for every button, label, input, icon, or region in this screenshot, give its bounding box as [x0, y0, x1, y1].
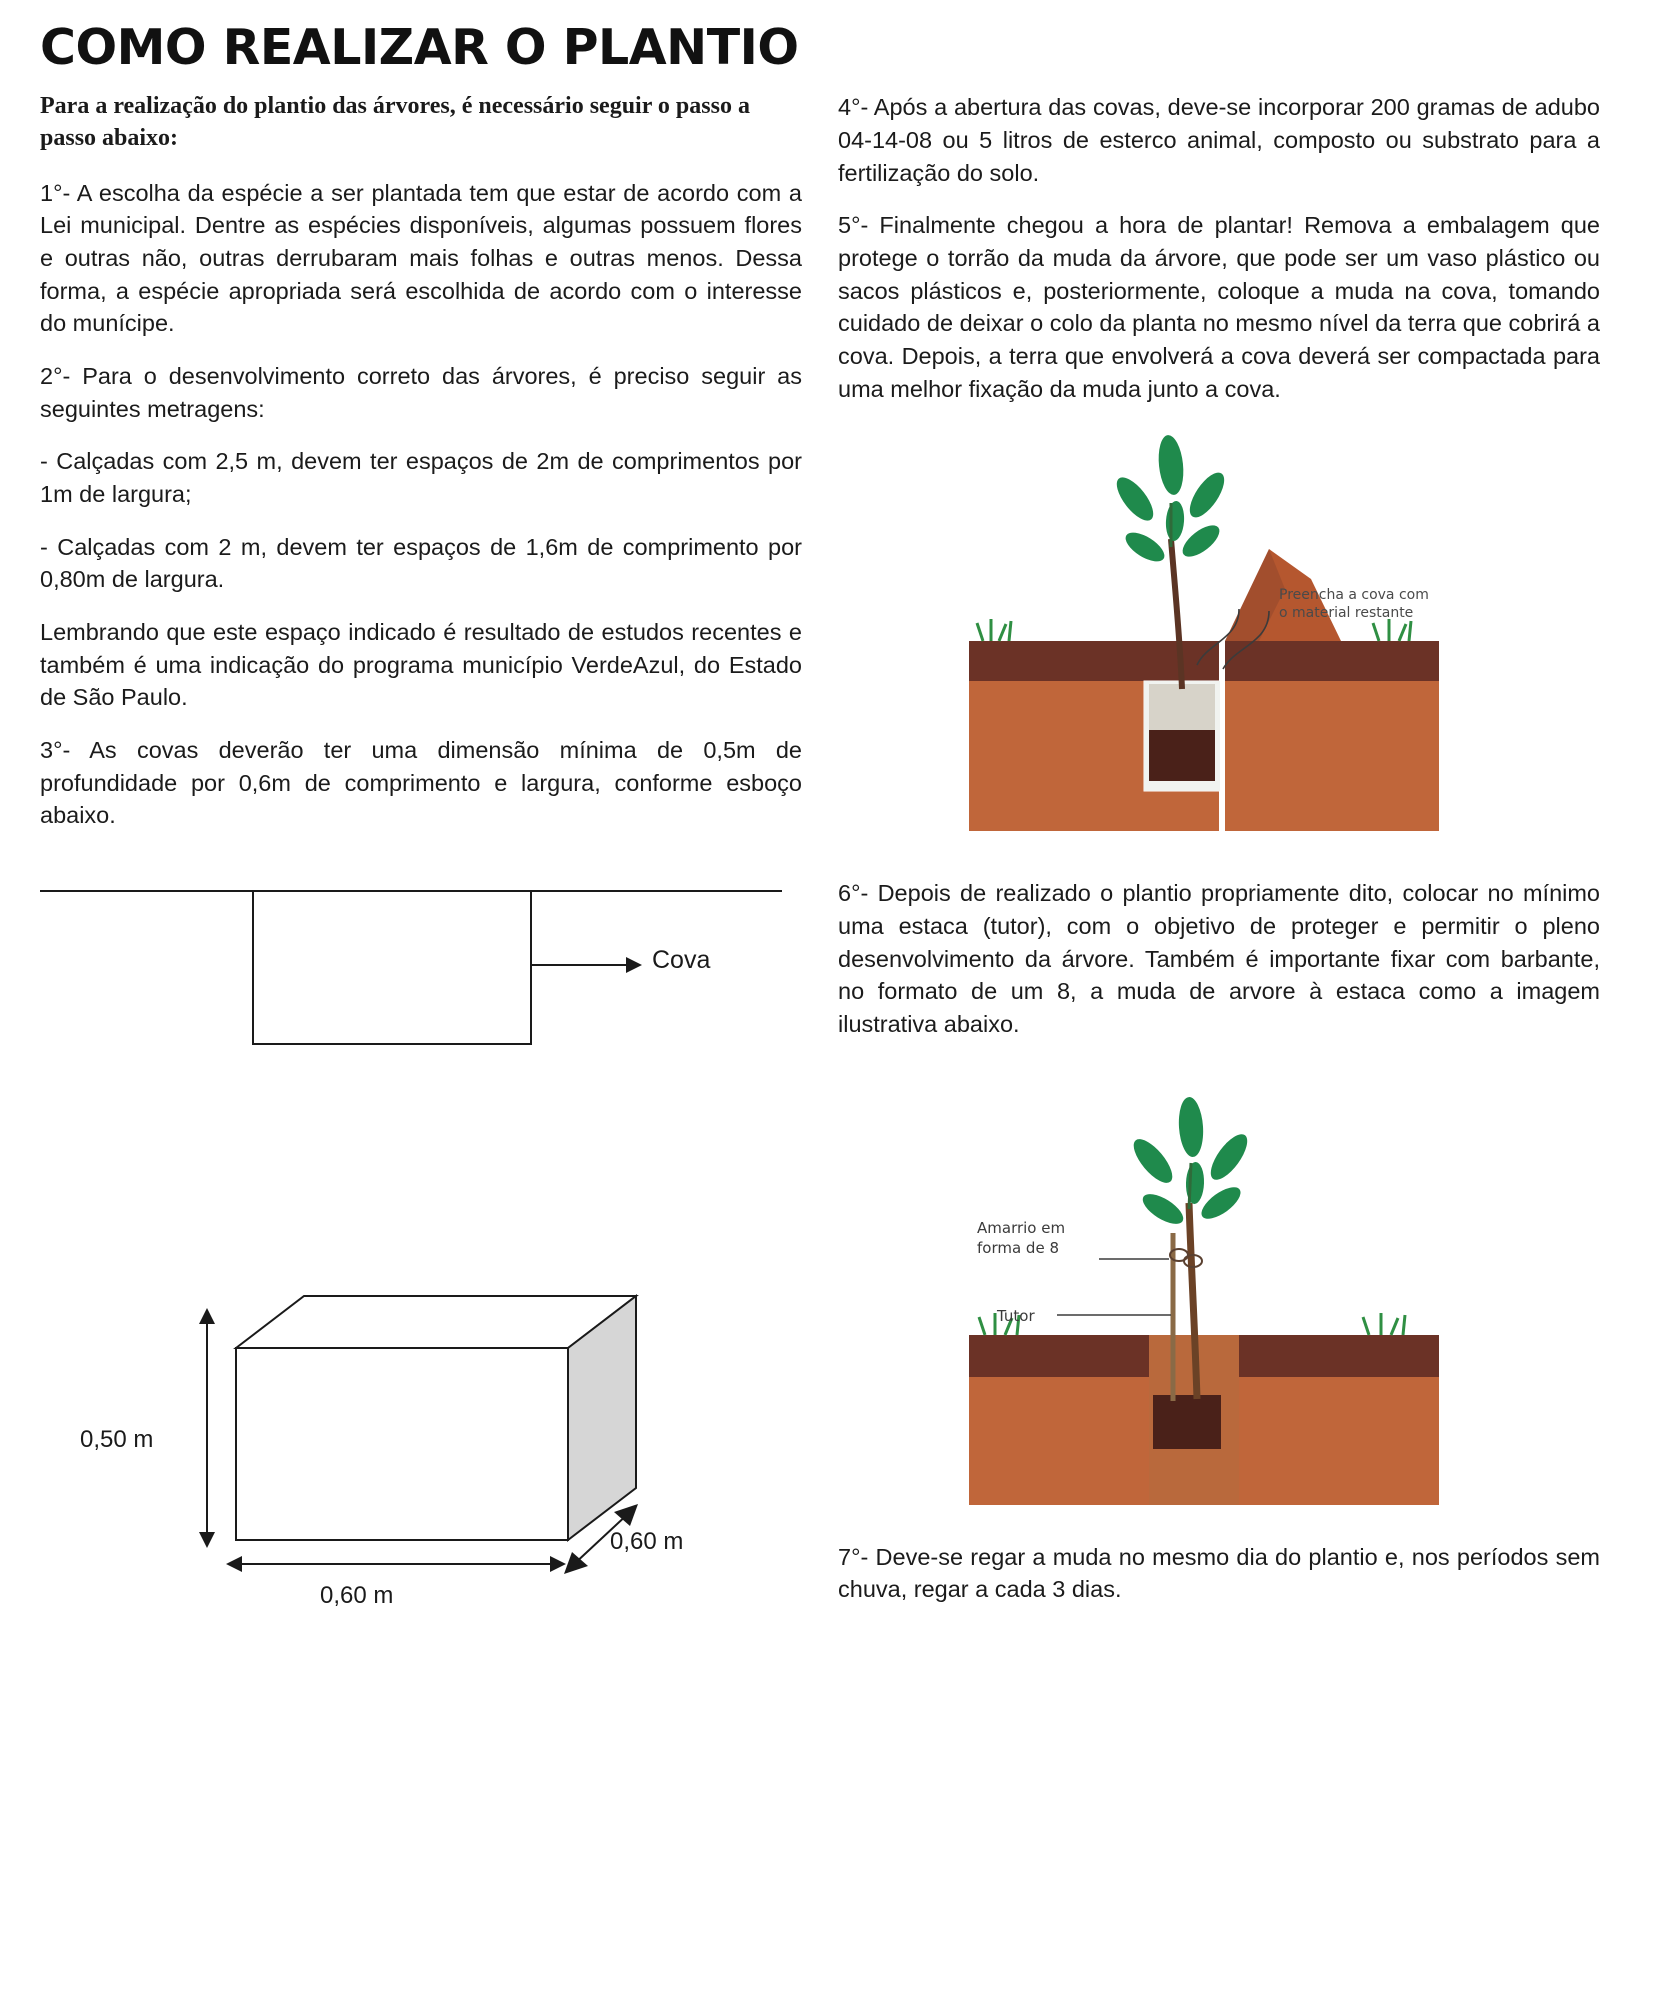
paragraph-step-5: 5°- Finalmente chegou a hora de plantar! Remova a embalagem que protege o torrão da muda da árvore, que pode ser um vaso plástico ou sacos plásticos e, posteriormente, coloque a muda na cova, tomando cuidado de deixar o colo da planta no mesmo nível da terra que cobrirá a cova. Depois, a terra que envolverá a cova deverá ser compactada para uma melhor fixação da muda junto a cova. — [838, 212, 1600, 402]
two-column-body — [40, 91, 1614, 1626]
annotation-tutor: Tutor — [997, 1306, 1035, 1325]
right-column — [838, 91, 1600, 1626]
paragraph-step-4: 4°- Após a abertura das covas, deve-se incorporar 200 gramas de adubo 04-14-08 ou 5 litros de esterco animal, composto ou substrato para a fertilização do solo. — [838, 94, 1600, 186]
tutor-drawing — [939, 1083, 1499, 1513]
figure-cova-plan — [40, 890, 802, 1130]
paragraph-step-6: 6°- Depois de realizado o plantio propriamente dito, colocar no mínimo uma estaca (tutor), com o objetivo de proteger e permitir o pleno desenvolvimento da árvore. Também é importante fixar com barbante, no formato de um 8, a muda de arvore à estaca como a imagem ilustrativa abaixo. — [838, 880, 1600, 1037]
height-dimension-arrow — [190, 1308, 224, 1548]
label-width: 0,60 m — [320, 1581, 394, 1609]
figure-tutor-illustration — [838, 1083, 1600, 1513]
cova-rectangle — [252, 890, 532, 1045]
paragraph-step-3: 3°- As covas deverão ter uma dimensão mínima de 0,5m de profundidade por 0,6m de comprimento e largura, conforme esboço abaixo. — [40, 736, 802, 829]
label-depth: 0,60 m — [610, 1527, 684, 1555]
left-column — [40, 91, 802, 1610]
figure-planting-illustration — [838, 429, 1600, 849]
annotation-tie-line-1: Amarrio em — [977, 1218, 1066, 1237]
planting-drawing — [939, 429, 1499, 849]
annotation-line-1: Preencha a cova com — [1279, 587, 1429, 604]
paragraph-verdeazul: Lembrando que este espaço indicado é resultado de estudos recentes e também é uma indicação do programa município VerdeAzul, do Estado de São Paulo. — [40, 619, 802, 711]
annotation-line-2: o material restante — [1279, 605, 1414, 622]
paragraph-sidewalk-2-5m: - Calçadas com 2,5 m, devem ter espaços de 2m de comprimentos por 1m de largura; — [40, 448, 802, 508]
lead-paragraph: Para a realização do plantio das árvores, é necessário seguir o passo a passo abaixo: — [40, 93, 750, 152]
cova-label: Cova — [652, 945, 711, 974]
annotation-tie-line-2: forma de 8 — [977, 1238, 1059, 1257]
figure-cova-3d — [40, 1250, 802, 1610]
arrow-icon — [532, 964, 640, 966]
label-height: 0,50 m — [80, 1425, 154, 1453]
paragraph-sidewalk-2m: - Calçadas com 2 m, devem ter espaços de 1,6m de comprimento por 0,80m de largura. — [40, 533, 802, 593]
paragraph-step-2: 2°- Para o desenvolvimento correto das árvores, é preciso seguir as seguintes metragens: — [40, 363, 802, 422]
page-title: COMO REALIZAR O PLANTIO — [40, 19, 799, 76]
paragraph-step-1: 1°- A escolha da espécie a ser plantada tem que estar de acordo com a Lei municipal. Dentre as espécies disponíveis, algumas possuem flores e outras não, outras derrubaram mais folhas e outras menos. Dessa forma, a espécie apropriada será escolhida de acordo com o interesse do munícipe. — [40, 179, 802, 337]
width-dimension-arrow — [226, 1550, 566, 1578]
paragraph-step-7: 7°- Deve-se regar a muda no mesmo dia do plantio e, nos períodos sem chuva, regar a cada 3 dias. — [838, 1543, 1600, 1603]
